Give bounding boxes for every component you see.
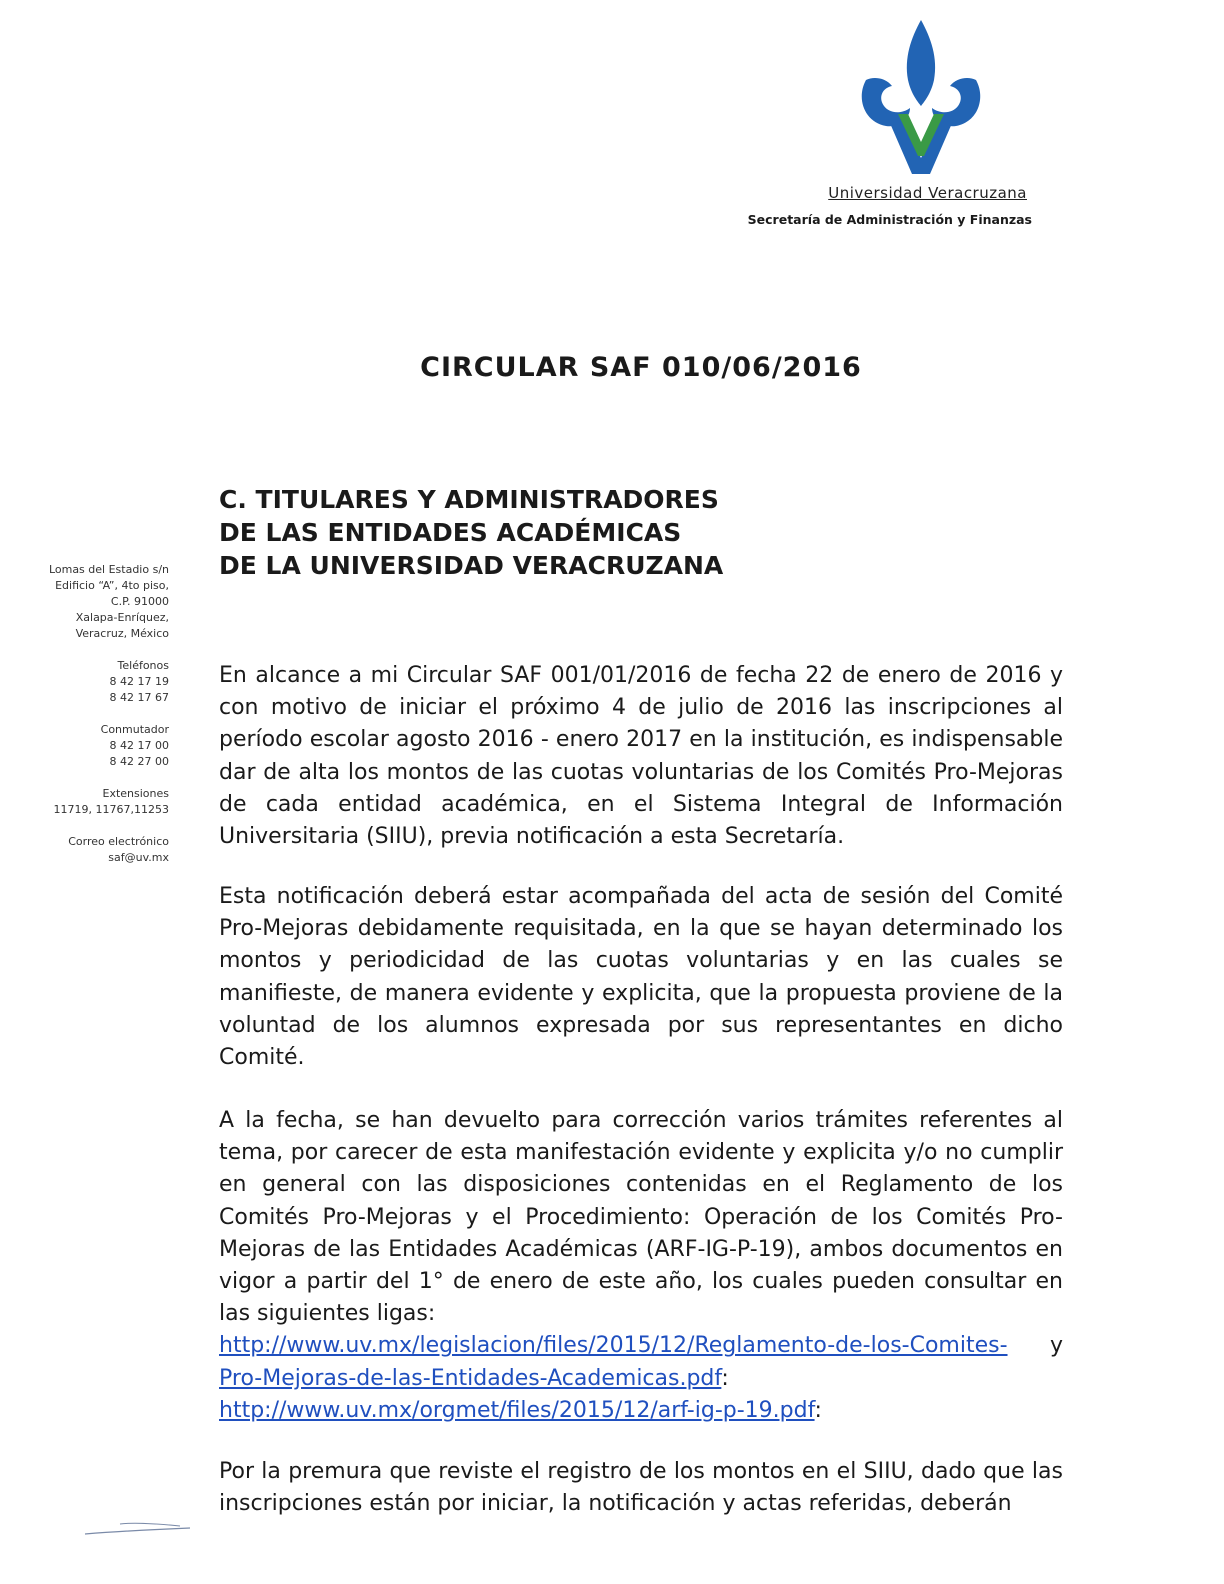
university-name: Universidad Veracruzana xyxy=(828,184,1027,202)
paragraph-3 xyxy=(219,1105,1063,1427)
and-word: y xyxy=(1049,1333,1063,1359)
link1-suffix: : xyxy=(721,1365,729,1391)
extensiones-value: 11719, 11767,11253 xyxy=(53,803,169,816)
address-line: Veracruz, México xyxy=(75,627,169,640)
links-block xyxy=(219,1330,1063,1427)
paragraph-2: Esta notificación deberá estar acompañada del acta de sesión del Comité Pro-Mejoras debidamente requisitada, en la que se hayan determinado los montos y periodicidad de las cuotas voluntarias y en las cuales se manifieste, de manera evidente y explicita, que la propuesta proviene de la voluntad de los alumnos expresada por sus representantes en dicho Comité. xyxy=(219,884,1063,1071)
address-line: C.P. 91000 xyxy=(110,595,169,608)
signature-mark-icon xyxy=(80,1512,200,1542)
conmutador-label: Conmutador xyxy=(100,723,169,736)
extensiones-block xyxy=(49,786,169,818)
addressee xyxy=(219,483,723,582)
correo-label: Correo electrónico xyxy=(68,835,169,848)
conmutador-number: 8 42 17 00 xyxy=(109,739,169,752)
procedimiento-link[interactable]: http://www.uv.mx/orgmet/files/2015/12/arf-ig-p-19.pdf xyxy=(219,1397,815,1423)
contact-sidebar xyxy=(49,562,169,882)
conmutador-number: 8 42 27 00 xyxy=(109,755,169,768)
addressee-line-1: C. TITULARES Y ADMINISTRADORES xyxy=(219,485,719,514)
uv-logo-icon xyxy=(856,18,986,178)
address-block xyxy=(49,562,169,642)
links-line xyxy=(219,1330,1063,1394)
paragraph-4: Por la premura que reviste el registro de los montos en el SIIU, dado que las inscripciones están por iniciar, la notificación y actas referidas, deberán xyxy=(219,1459,1063,1517)
secretaria-name: Secretaría de Administración y Finanzas xyxy=(747,212,1032,227)
page-title: CIRCULAR SAF 010/06/2016 xyxy=(420,352,862,383)
telefono: 8 42 17 67 xyxy=(109,691,169,704)
reglamento-link[interactable]: http://www.uv.mx/legislacion/files/2015/12/Reglamento-de-los-Comites-Pro-Mejoras-de-las-Entidades-Academicas.pdf xyxy=(219,1333,1008,1391)
address-line: Edificio “A”, 4to piso, xyxy=(55,579,169,592)
extensiones-label: Extensiones xyxy=(102,787,169,800)
paragraph-1: En alcance a mi Circular SAF 001/01/2016 de fecha 22 de enero de 2016 y con motivo de iniciar el próximo 4 de julio de 2016 las inscripciones al período escolar agosto 2016 - enero 2017 en la institución, es indispensable dar de alta los montos de las cuotas voluntarias de los Comités Pro-Mejoras de cada entidad académica, en el Sistema Integral de Información Universitaria (SIIU), previa notificación a esta Secretaría. xyxy=(219,663,1063,850)
telefono: 8 42 17 19 xyxy=(109,675,169,688)
correo-value[interactable]: saf@uv.mx xyxy=(108,851,169,864)
addressee-line-2: DE LAS ENTIDADES ACADÉMICAS xyxy=(219,518,682,547)
paragraph-3-text: A la fecha, se han devuelto para corrección varios trámites referentes al tema, por carecer de esta manifestación evidente y explicita y/o no cumplir en general con las disposiciones contenidas en el Reglamento de los Comités Pro-Mejoras y el Procedimiento: Operación de los Comités Pro-Mejoras de las Entidades Académicas (ARF-IG-P-19), ambos documentos en vigor a partir del 1° de enero de este año, los cuales pueden consultar en las siguientes ligas: xyxy=(219,1108,1063,1327)
address-line: Lomas del Estadio s/n xyxy=(48,563,169,576)
conmutador-block xyxy=(49,722,169,770)
address-line: Xalapa-Enríquez, xyxy=(75,611,169,624)
addressee-line-3: DE LA UNIVERSIDAD VERACRUZANA xyxy=(219,551,724,580)
link2-suffix: : xyxy=(814,1397,822,1423)
telefonos-label: Teléfonos xyxy=(117,659,169,672)
correo-block xyxy=(49,834,169,866)
telefonos-block xyxy=(49,658,169,706)
